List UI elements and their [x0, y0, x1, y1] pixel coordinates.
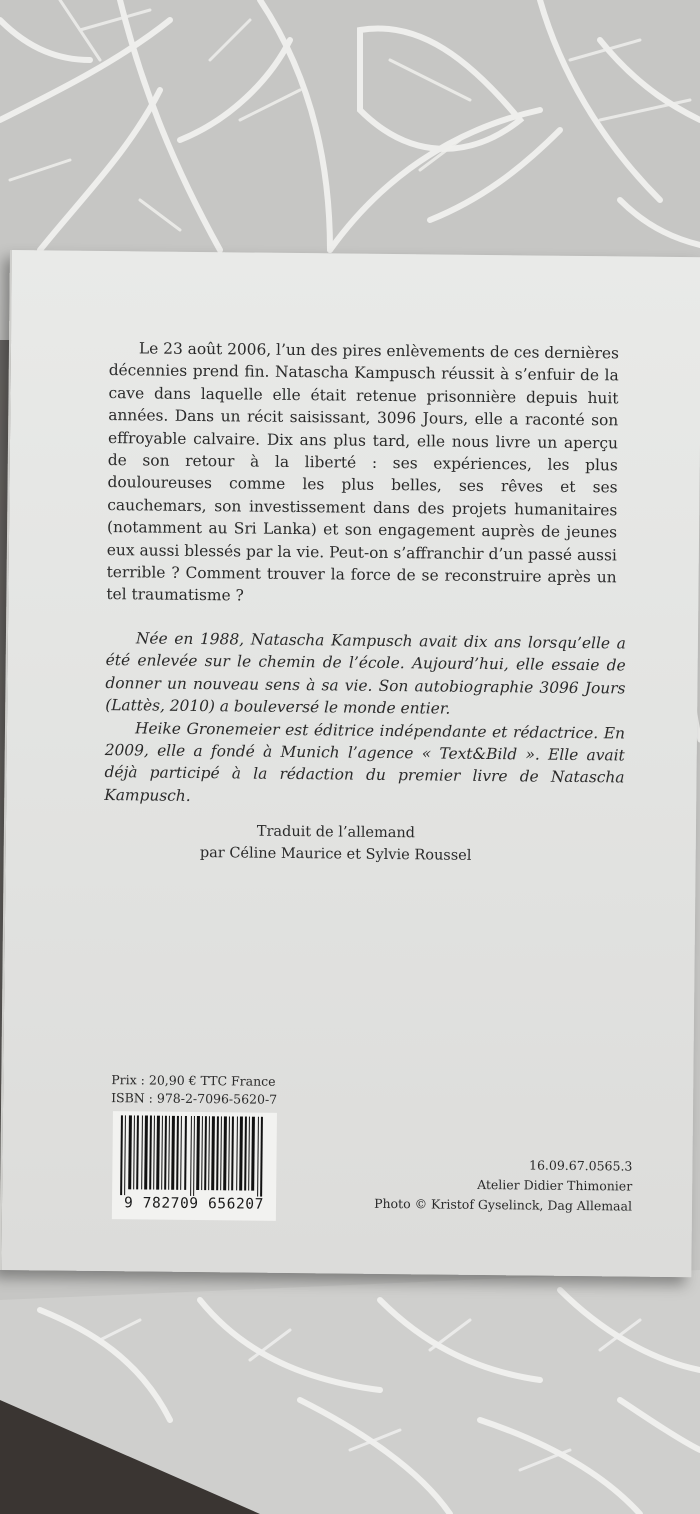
barcode-bars-icon [118, 1115, 269, 1197]
translation-line-1: Traduit de l’allemand [256, 823, 416, 842]
publisher-credits [374, 1154, 633, 1217]
isbn-text: ISBN : 978-2-7096-5620-7 [111, 1090, 278, 1107]
catalog-code: 16.09.67.0565.3 [528, 1157, 633, 1174]
price-text: Prix : 20,90 € TTC France [111, 1072, 276, 1089]
coauthor-bio-text: Heike Gronemeier est éditrice indépendante et rédactrice. En 2009, elle a fondé à Munich l’agence « Text&Bild ». Elle avait déjà participé à la rédaction du premier livre de Natascha Kampusch. [104, 718, 626, 805]
photo-credit: Photo © Kristof Gyselinck, Dag Allemaal [374, 1195, 633, 1214]
summary-text: Le 23 août 2006, l’un des pires enlèvements de ces dernières décennies prend fin. Natascha Kampusch réussit à s’enfuir de la cave dans laquelle elle était retenue prisonnière depuis huit années. Dans un récit saisissant, 3096 Jours, elle a raconté son effroyable calvaire. Dix ans plus tard, elle nous livre un aperçu de son retour à la liberté : ses expériences, les plus douloureuses comme les plus belles, ses rêves et ses cauchemars, son investissement dans des projets humanitaires (notamment au Sri Lanka) et son engagement auprès de jeunes eux aussi blessés par la vie. Peut-on s’affranchir d’un passé aussi terrible ? Comment trouver la force de se reconstruire après un tel traumatisme ? [106, 339, 620, 605]
author-bio [104, 627, 626, 812]
book-back-cover [0, 250, 700, 1277]
translation-line-2: par Céline Maurice et Sylvie Roussel [199, 845, 472, 864]
summary-paragraph [106, 337, 619, 611]
translation-credit [126, 819, 546, 867]
atelier-credit: Atelier Didier Thimonier [477, 1176, 633, 1194]
author-bio-text: Née en 1988, Natascha Kampusch avait dix ans lorsqu’elle a été enlevée sur le chemin de l’école. Aujourd’hui, elle essaie de donner un nouveau sens à sa vie. Son autobiographie 3096 Jours (Lattès, 2010) a bouleversé le monde entier. [105, 629, 627, 718]
price-block [111, 1071, 277, 1109]
barcode [112, 1111, 277, 1221]
barcode-digits: 9 782709 656207 [123, 1195, 265, 1213]
